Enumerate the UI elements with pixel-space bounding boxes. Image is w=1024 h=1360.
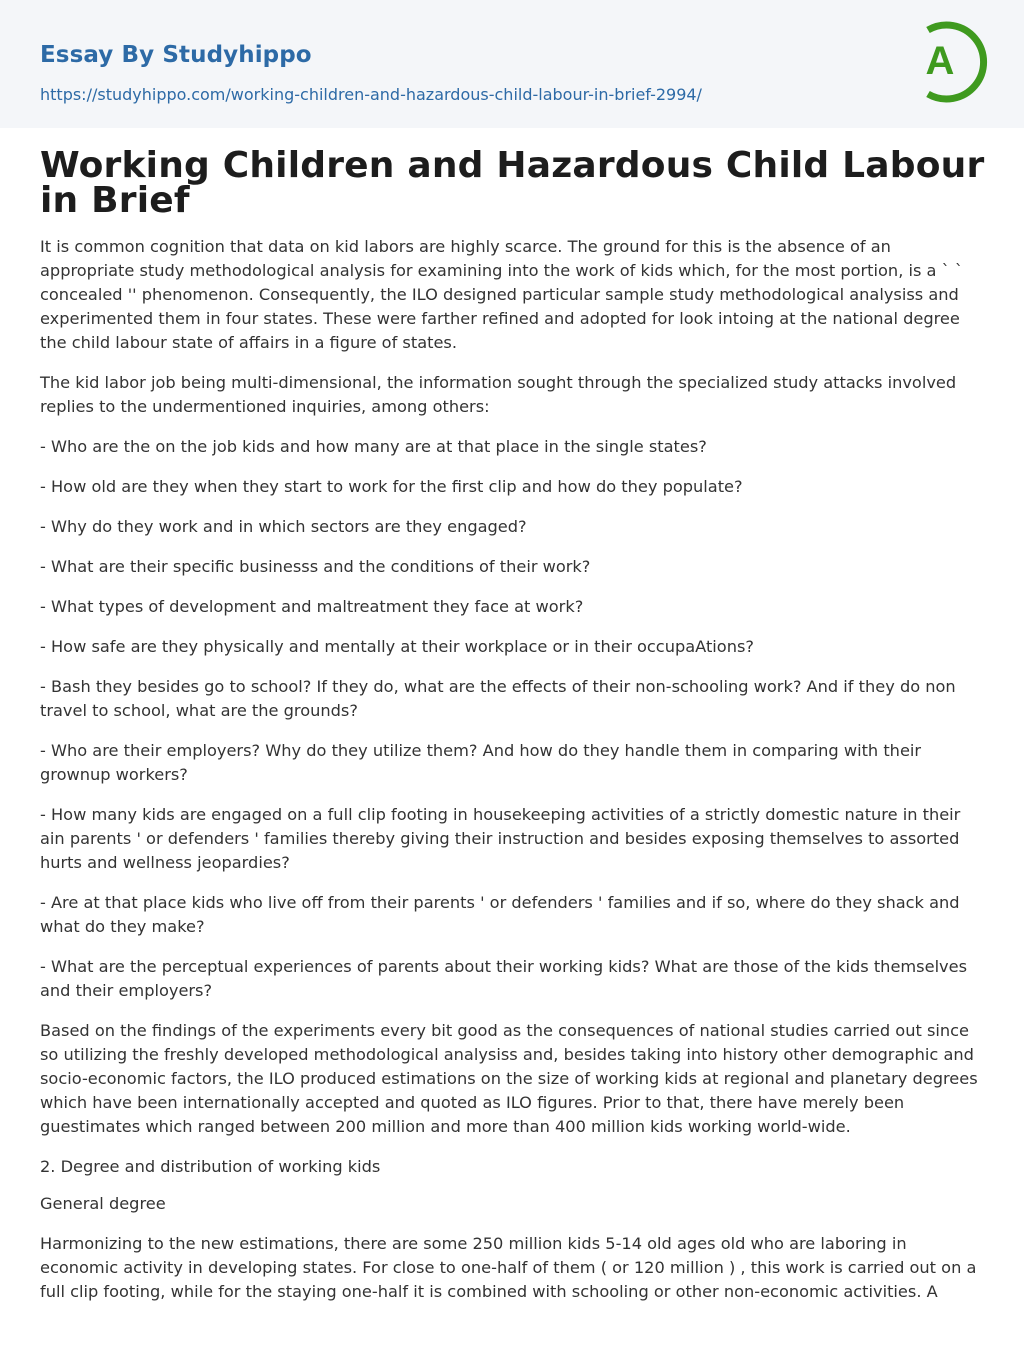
- question-item: - Who are their employers? Why do they utilize them? And how do they handle them in comparing with their grownup workers?: [40, 741, 922, 784]
- question-item: - Why do they work and in which sectors are they engaged?: [40, 517, 527, 536]
- question-item: - How safe are they physically and mentally at their workplace or in their occupaAtions?: [40, 637, 754, 656]
- question-item: - Are at that place kids who live off from their parents ' or defenders ' families and if so, where do they shack and what do they make?: [40, 893, 960, 936]
- paragraph-intro: It is common cognition that data on kid labors are highly scarce. The ground for this is the absence of an appropriate study methodological analysis for examining into the work of kids which, for the most portion, is a ` ` concealed '' phenomenon. Consequently, the ILO designed particular sample study methodological analysiss and experimented them in four states. These were farther refined and adopted for look intoing at the national degree the child labour state of affairs in a figure of states.: [40, 237, 963, 352]
- question-item: - How old are they when they start to work for the first clip and how do they populate?: [40, 477, 743, 496]
- brand-title[interactable]: Essay By Studyhippo: [40, 42, 312, 68]
- question-item: - What are the perceptual experiences of parents about their working kids? What are those of the kids themselves and their employers?: [40, 957, 968, 1000]
- source-url-link[interactable]: https://studyhippo.com/working-children-and-hazardous-child-labour-in-brief-2994/: [40, 85, 702, 104]
- question-item: - Who are the on the job kids and how many are at that place in the single states?: [40, 437, 707, 456]
- paragraph-findings: Based on the findings of the experiments every bit good as the consequences of national studies carried out since so utilizing the freshly developed methodological analysiss and, besides taking into history other demographic and socio-economic factors, the ILO produced estimations on the size of working kids at regional and planetary degrees which have been internationally accepted and quoted as ILO figures. Prior to that, there have merely been guestimates which ranged between 200 million and more than 400 million kids working world-wide.: [40, 1021, 978, 1136]
- page-title: Working Children and Hazardous Child Labour in Brief: [40, 145, 985, 221]
- question-item: - What are their specific businesss and the conditions of their work?: [40, 557, 591, 576]
- question-item: - What types of development and maltreatment they face at work?: [40, 597, 584, 616]
- studyhippo-logo-icon[interactable]: [912, 18, 988, 106]
- subsection-heading: General degree: [40, 1194, 166, 1213]
- paragraph-estimates: Harmonizing to the new estimations, there are some 250 million kids 5-14 old ages old who are laboring in economic activity in developing states. For close to one-half of them ( or 120 million ) , this work is carried out on a full clip footing, while for the staying one-half it is combined with schooling or other non-economic activities. A: [40, 1234, 977, 1301]
- logo-letter: A: [925, 39, 955, 83]
- section-heading: 2. Degree and distribution of working kids: [40, 1157, 381, 1176]
- essay-body: [40, 235, 985, 1320]
- question-item: - Bash they besides go to school? If they do, what are the effects of their non-schooling work? And if they do non travel to school, what are the grounds?: [40, 677, 956, 720]
- question-item: - How many kids are engaged on a full clip footing in housekeeping activities of a strictly domestic nature in their ain parents ' or defenders ' families thereby giving their instruction and besides exposing themselves to assorted hurts and wellness jeopardies?: [40, 805, 961, 872]
- paragraph-questions-intro: The kid labor job being multi-dimensional, the information sought through the specialized study attacks involved replies to the undermentioned inquiries, among others:: [40, 373, 957, 416]
- site-header: [0, 0, 1024, 128]
